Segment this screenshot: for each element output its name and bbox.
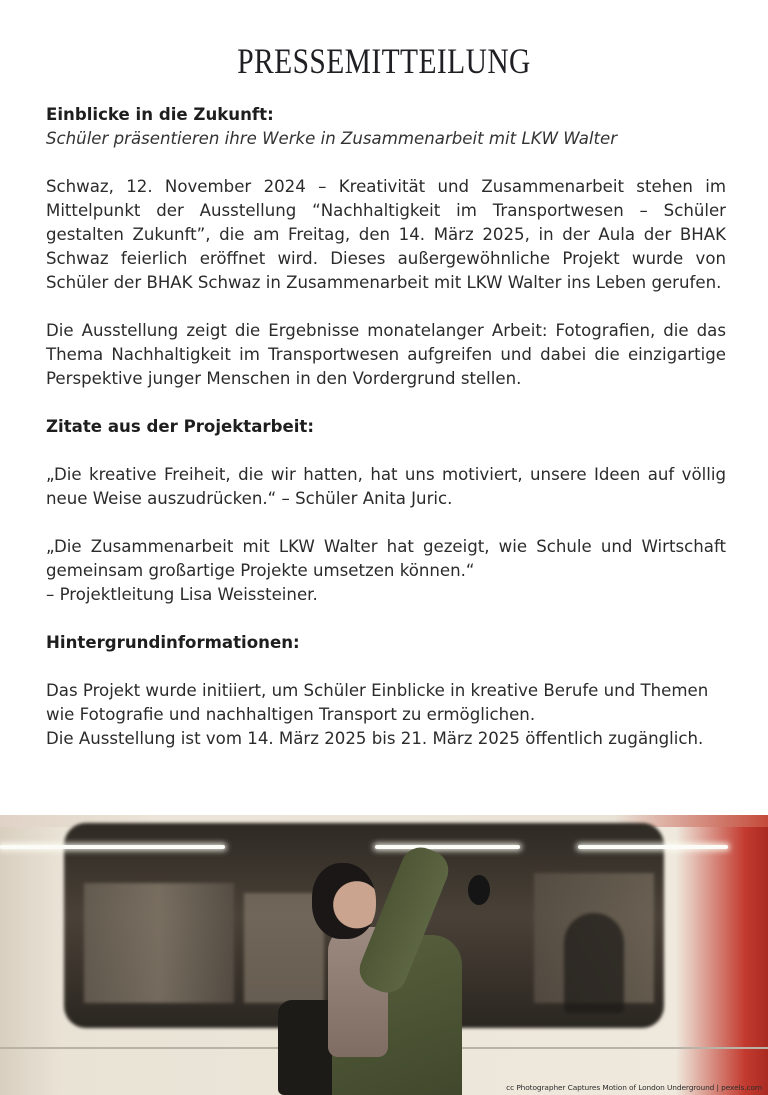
head — [312, 863, 376, 939]
camera-icon — [468, 875, 490, 905]
underground-photo — [0, 815, 768, 1095]
photo-caption: cc Photographer Captures Motion of London Underground | pexels.com — [506, 1083, 762, 1092]
light-streak — [578, 845, 728, 849]
quote-anita: „Die kreative Freiheit, die wir hatten, hat uns motiviert, unsere Ideen auf völlig neue Weise auszudrücken.“ – Schüler Anita Juric. — [46, 465, 726, 508]
press-release-body — [46, 103, 726, 751]
quotes-heading: Zitate aus der Projektarbeit: — [46, 417, 314, 436]
subtitle: Schüler präsentieren ihre Werke in Zusammenarbeit mit LKW Walter — [46, 129, 618, 148]
main-heading: Einblicke in die Zukunft: — [46, 105, 274, 124]
background-line-1: Das Projekt wurde initiiert, um Schüler Einblicke in kreative Berufe und Themen wie Fotografie und nachhaltigen Transport zu ermöglichen. — [46, 681, 709, 724]
page-title: PRESSEMITTEILUNG — [237, 41, 531, 81]
quote-lisa-attribution: – Projektleitung Lisa Weissteiner. — [46, 585, 318, 604]
intro-paragraph: Schwaz, 12. November 2024 – Kreativität und Zusammenarbeit stehen im Mittelpunkt der Ausstellung “Nachhaltigkeit im Transportwesen – Schüler gestalten Zukunft”, die am Freitag, den 14. März 2025, in der Aula der BHAK Schwaz feierlich eröffnet wird. Dieses außergewöhnliche Projekt wurde von Schüler der BHAK Schwaz in Zusammenarbeit mit LKW Walter ins Leben gerufen. — [46, 177, 726, 292]
background-line-2: Die Ausstellung ist vom 14. März 2025 bis 21. März 2025 öffentlich zugänglich. — [46, 729, 704, 748]
photographer-figure — [270, 835, 530, 1095]
background-heading: Hintergrundinformationen: — [46, 633, 300, 652]
light-streak — [0, 845, 225, 849]
quote-lisa: „Die Zusammenarbeit mit LKW Walter hat gezeigt, wie Schule und Wirtschaft gemeinsam großartige Projekte umsetzen können.“ — [46, 537, 726, 580]
exhibition-paragraph: Die Ausstellung zeigt die Ergebnisse monatelanger Arbeit: Fotografien, die das Thema Nachhaltigkeit im Transportwesen aufgreifen und dabei die einzigartige Perspektive junger Menschen in den Vordergrund stellen. — [46, 321, 726, 388]
